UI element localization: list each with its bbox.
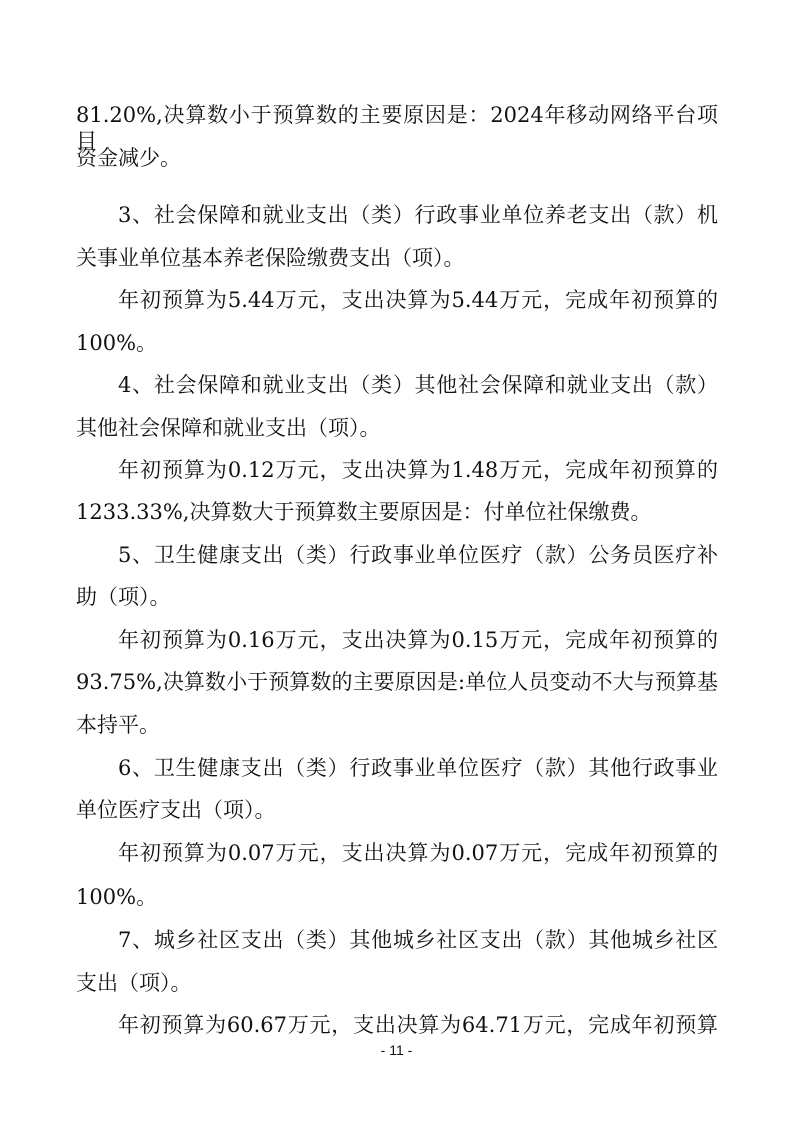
text-line: 其他社会保障和就业支出（项）。 bbox=[76, 416, 381, 440]
text-line: 年初预算为0.16万元，支出决算为0.15万元，完成年初预算的 bbox=[118, 628, 718, 652]
text-line: 93.75%,决算数小于预算数的主要原因是:单位人员变动不大与预算基 bbox=[76, 670, 718, 694]
section-heading-5: 5、卫生健康支出（类）行政事业单位医疗（款）公务员医疗补 bbox=[118, 543, 718, 567]
text-line: 年初预算为60.67万元，支出决算为64.71万元，完成年初预算 bbox=[118, 1013, 718, 1037]
text-line: 年初预算为0.12万元，支出决算为1.48万元，完成年初预算的 bbox=[118, 458, 718, 482]
text-line: 单位医疗支出（项）。 bbox=[76, 798, 276, 822]
text-line: 年初预算为5.44万元，支出决算为5.44万元，完成年初预算的 bbox=[118, 288, 718, 312]
text-line: 助（项）。 bbox=[76, 585, 171, 609]
text-line: 资金减少。 bbox=[76, 146, 181, 170]
text-line: 支出（项）。 bbox=[76, 971, 192, 995]
text-line: 关事业单位基本养老保险缴费支出（项）。 bbox=[76, 246, 465, 270]
page-number: - 11 - bbox=[380, 1042, 413, 1058]
text-line: 年初预算为0.07万元，支出决算为0.07万元，完成年初预算的 bbox=[118, 841, 718, 865]
text-line: 1233.33%,决算数大于预算数主要原因是：付单位社保缴费。 bbox=[76, 500, 652, 524]
text-line: 100%。 bbox=[76, 885, 158, 909]
section-heading-7: 7、城乡社区支出（类）其他城乡社区支出（款）其他城乡社区 bbox=[118, 928, 718, 952]
text-line: 本持平。 bbox=[76, 713, 160, 737]
text-line: 81.20%,决算数小于预算数的主要原因是：2024年移动网络平台项目 bbox=[76, 103, 718, 153]
section-heading-6: 6、卫生健康支出（类）行政事业单位医疗（款）其他行政事业 bbox=[118, 756, 718, 780]
section-heading-4: 4、社会保障和就业支出（类）其他社会保障和就业支出（款） bbox=[118, 373, 718, 397]
section-heading-3: 3、社会保障和就业支出（类）行政事业单位养老支出（款）机 bbox=[118, 203, 718, 227]
text-line: 100%。 bbox=[76, 331, 158, 355]
